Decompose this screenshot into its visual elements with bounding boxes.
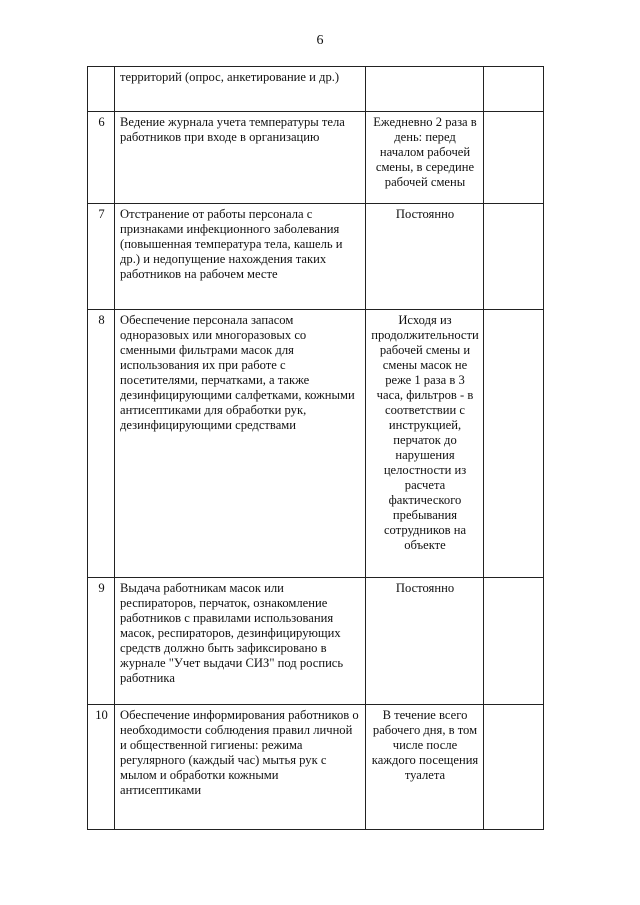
table-row bbox=[88, 578, 544, 705]
table-row bbox=[88, 67, 544, 112]
table-row bbox=[88, 310, 544, 578]
row-number-cell: 6 bbox=[88, 112, 115, 204]
table-row bbox=[88, 112, 544, 204]
row-number-cell: 10 bbox=[88, 705, 115, 830]
row-number-cell: 8 bbox=[88, 310, 115, 578]
table-row bbox=[88, 705, 544, 830]
responsible-cell bbox=[484, 112, 544, 204]
period-cell: Ежедневно 2 раза в день: перед началом рабочей смены, в середине рабочей смены bbox=[366, 112, 484, 204]
period-cell bbox=[366, 67, 484, 112]
measure-description-cell: Обеспечение информирования работников о необходимости соблюдения правил личной и общественной гигиены: режима регулярного (каждый час) мытья рук с мылом и обработки кожными антисептиками bbox=[115, 705, 366, 830]
measures-table bbox=[87, 66, 544, 830]
measure-description-cell: территорий (опрос, анкетирование и др.) bbox=[115, 67, 366, 112]
responsible-cell bbox=[484, 310, 544, 578]
measure-description-cell: Обеспечение персонала запасом одноразовых или многоразовых со сменными фильтрами масок для использования их при работе с посетителями, перчатками, а также дезинфицирующими салфетками, кожными антисептиками для обработки рук, дезинфицирующими средствами bbox=[115, 310, 366, 578]
row-number-cell: 9 bbox=[88, 578, 115, 705]
responsible-cell bbox=[484, 67, 544, 112]
page-number: 6 bbox=[316, 33, 324, 48]
period-cell: Постоянно bbox=[366, 578, 484, 705]
row-number-cell: 7 bbox=[88, 204, 115, 310]
responsible-cell bbox=[484, 705, 544, 830]
period-cell: Постоянно bbox=[366, 204, 484, 310]
measure-description-cell: Ведение журнала учета температуры тела работников при входе в организацию bbox=[115, 112, 366, 204]
row-number-cell bbox=[88, 67, 115, 112]
period-cell: Исходя из продолжительности рабочей смены и смены масок не реже 1 раза в 3 часа, фильтров - в соответствии с инструкцией, перчаток до нарушения целостности из расчета фактического пребывания сотрудников на объекте bbox=[366, 310, 484, 578]
responsible-cell bbox=[484, 204, 544, 310]
responsible-cell bbox=[484, 578, 544, 705]
measure-description-cell: Выдача работникам масок или респираторов, перчаток, ознакомление работников с правилами использования масок, респираторов, дезинфицирующих средств должно быть зафиксировано в журнале "Учет выдачи СИЗ" под роспись работника bbox=[115, 578, 366, 705]
measure-description-cell: Отстранение от работы персонала с признаками инфекционного заболевания (повышенная температура тела, кашель и др.) и недопущение нахождения таких работников на рабочем месте bbox=[115, 204, 366, 310]
table-row bbox=[88, 204, 544, 310]
period-cell: В течение всего рабочего дня, в том числе после каждого посещения туалета bbox=[366, 705, 484, 830]
